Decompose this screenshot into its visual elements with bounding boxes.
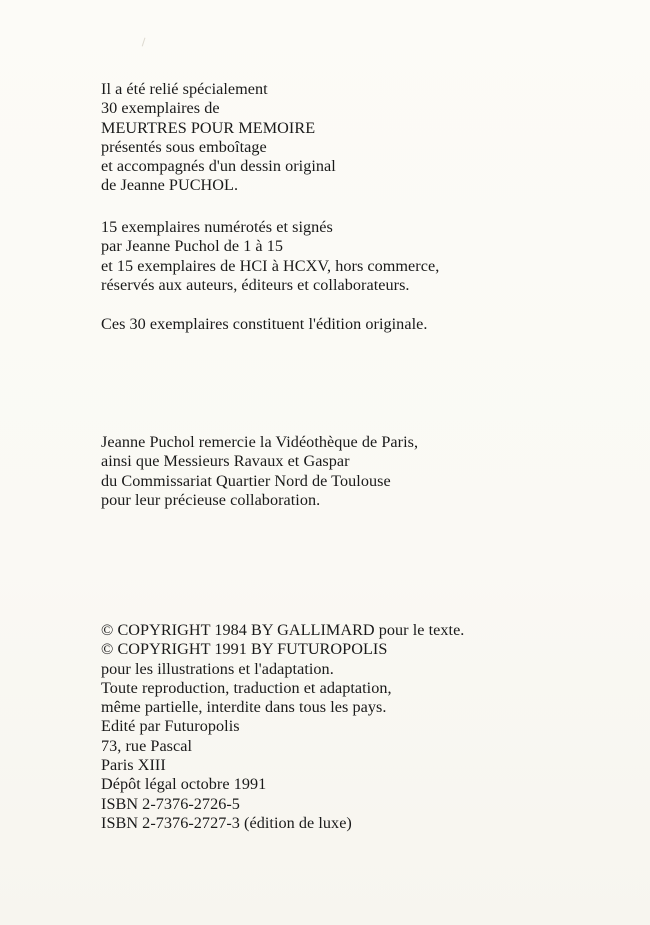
- editions-note-line: par Jeanne Puchol de 1 à 15: [101, 237, 284, 256]
- isbn-line: ISBN 2-7376-2726-5: [101, 794, 240, 813]
- copyright-illustrations-line: © COPYRIGHT 1991 BY FUTUROPOLIS: [101, 640, 388, 659]
- editions-note: [101, 218, 439, 295]
- binding-note-line: 30 exemplaires de: [101, 99, 220, 118]
- publisher-city-line: Paris XIII: [101, 756, 166, 775]
- rights-line: Toute reproduction, traduction et adaptation,: [101, 678, 392, 697]
- pencil-mark: [142, 38, 149, 48]
- binding-note-line: de Jeanne PUCHOL.: [101, 176, 239, 195]
- isbn-luxe-line: ISBN 2-7376-2727-3 (édition de luxe): [101, 813, 352, 832]
- binding-note-line: présentés sous emboîtage: [101, 137, 267, 156]
- acknowledgement-line: ainsi que Messieurs Ravaux et Gaspar: [101, 452, 350, 471]
- acknowledgements: [101, 433, 418, 510]
- original-edition-line: Ces 30 exemplaires constituent l'édition originale.: [101, 315, 428, 333]
- publisher-line: Edité par Futuropolis: [101, 717, 240, 736]
- rights-line: même partielle, interdite dans tous les pays.: [101, 698, 387, 717]
- legal-deposit-line: Dépôt légal octobre 1991: [101, 775, 267, 794]
- binding-note: [101, 80, 336, 196]
- binding-note-line: Il a été relié spécialement: [101, 80, 268, 98]
- acknowledgement-line: pour leur précieuse collaboration.: [101, 490, 321, 509]
- editions-note-line: réservés aux auteurs, éditeurs et collaborateurs.: [101, 275, 410, 294]
- original-edition-note: [101, 315, 427, 334]
- editions-note-line: et 15 exemplaires de HCI à HCXV, hors commerce,: [101, 256, 440, 275]
- acknowledgement-line: Jeanne Puchol remercie la Vidéothèque de Paris,: [101, 433, 419, 451]
- acknowledgement-line: du Commissariat Quartier Nord de Toulouse: [101, 471, 391, 490]
- copyright-block: [101, 621, 464, 833]
- copyright-line: pour les illustrations et l'adaptation.: [101, 659, 334, 678]
- binding-note-line: et accompagnés d'un dessin original: [101, 157, 336, 176]
- copyright-text-line: © COPYRIGHT 1984 BY GALLIMARD pour le texte.: [101, 621, 465, 639]
- book-title: MEURTRES POUR MEMOIRE: [101, 118, 316, 137]
- publisher-address-line: 73, rue Pascal: [101, 736, 193, 755]
- editions-note-line: 15 exemplaires numérotés et signés: [101, 218, 333, 236]
